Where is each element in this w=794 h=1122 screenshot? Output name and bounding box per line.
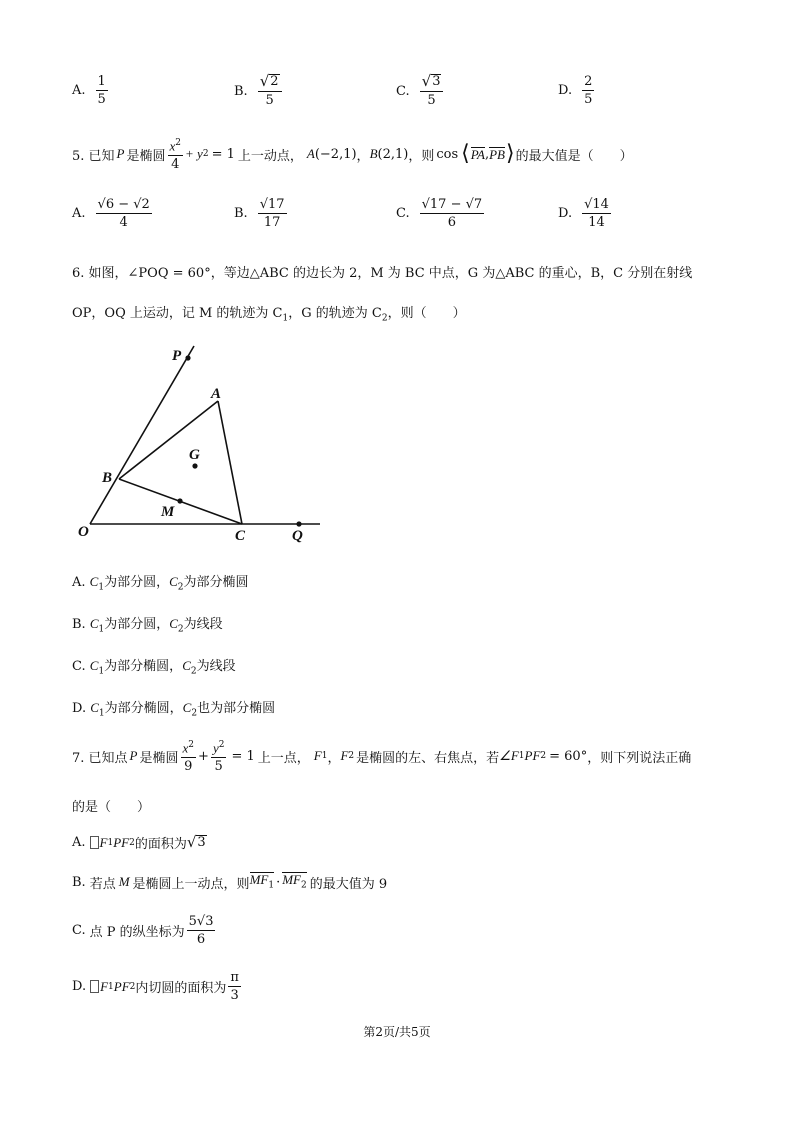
q7-option-c: C. 点 P 的纵坐标为 $\frac{5√3}{6}$ (72, 914, 214, 947)
label-q: Q (292, 528, 303, 544)
vector-mf1: $MF_1$ (249, 872, 275, 891)
q5-option-d: D. $\frac{√14}{14}$ (558, 197, 609, 230)
fraction: $\frac{√17}{17}$ (259, 197, 285, 230)
q5-option-b: B. $\frac{√17}{17}$ (234, 197, 285, 230)
fraction: √ 3 5 (420, 74, 444, 108)
ellipse-y-fraction: $\frac{y^2}{5}$ (212, 740, 225, 775)
q6-option-b: B. $C_1$为部分圆，$C_2$为线段 (72, 616, 223, 635)
q5-option-a: A. $\frac{√6 - √2}{4}$ (72, 197, 150, 230)
q4-option-d: D. $\frac{2}{5}$ (558, 74, 593, 107)
label-g: G (189, 447, 200, 463)
ellipse-x-fraction: $\frac{x^2}{9}$ (182, 740, 195, 775)
sqrt-symbol: √ 3 (186, 833, 206, 851)
side-ba (119, 401, 218, 479)
question-6-line-1: 6. 如图，∠POQ = 60°，等边△ABC 的边长为 2，M 为 BC 中点，G 为△ABC 的重心，B，C 分别在射线 (72, 266, 693, 281)
fraction: $\frac{√14}{14}$ (584, 197, 609, 230)
fraction: $\frac{5√3}{6}$ (188, 914, 214, 947)
question-7-line-2: 的是（ ） (72, 800, 151, 815)
point-m (177, 498, 182, 503)
q4-option-c: C. √ 3 5 (396, 74, 445, 108)
point-g (192, 463, 197, 468)
ellipse-fraction: $\frac{x^2}{4}$ (169, 138, 182, 173)
triangle-glyph-box (90, 980, 99, 993)
question-7-stem: 7. 已知点 P 是椭圆 $\frac{x^2}{9}$ + $\frac{y^2}{5}$ = 1 上一点， F 1 ， F 2 是椭圆的左、右焦点，若 ∠F 1 PF 2 = 60° ，则下列说法正确 (72, 740, 692, 775)
sqrt-symbol: √ 3 (421, 72, 441, 90)
fraction: $\frac{2}{5}$ (584, 74, 593, 107)
question-6-line-2: OP，OQ 上运动，记 M 的轨迹为 $C_1$，G 的轨迹为 $C_2$，则（ ） (72, 306, 466, 324)
q7-option-a: A. F 1 PF 2 的面积为 √ 3 (72, 833, 206, 852)
q7-option-d: D. F 1 PF 2 内切圆的面积为 $\frac{\pi}{3}$ (72, 970, 239, 1003)
q6-option-d: D. $C_1$为部分椭圆，$C_2$也为部分椭圆 (72, 700, 276, 719)
fraction: $\frac{1}{5}$ (97, 74, 106, 107)
sqrt-symbol: √ 2 (259, 72, 279, 90)
q6-option-a: A. $C_1$为部分圆，$C_2$为部分椭圆 (72, 574, 249, 593)
label-b: B (102, 470, 113, 486)
side-ac (218, 401, 242, 524)
q4-option-b: B. √ 2 5 (234, 74, 284, 108)
label-m: M (161, 504, 175, 520)
label-p: P (172, 348, 182, 364)
fraction: $\frac{√6 - √2}{4}$ (97, 197, 150, 230)
left-angle-bracket: ⟨ (461, 141, 470, 167)
triangle-figure (70, 340, 340, 550)
point-q (296, 521, 301, 526)
question-5-stem: 5. 已知 P 是椭圆 $\frac{x^2}{4}$ + y 2 = 1 上一动点， A (−2,1) ， B (2,1) ，则 cos ⟨ PA , PB ⟩ 的最大值是（ ） (72, 138, 633, 173)
triangle-glyph-box (90, 836, 99, 849)
q5-option-c: C. $\frac{√17 - √7}{6}$ (396, 197, 483, 230)
ray-op (90, 346, 194, 524)
page-footer: 第2页/共5页 (363, 1025, 431, 1039)
label-c: C (235, 528, 246, 544)
fraction: √ 2 5 (258, 74, 282, 108)
q7-option-b: B. 若点 M 是椭圆上一动点，则 $MF_1$ · $MF_2$ 的最大值为 9 (72, 872, 388, 892)
right-angle-bracket: ⟩ (505, 141, 515, 167)
fraction: $\frac{\pi}{3}$ (230, 970, 239, 1003)
point-p (185, 355, 190, 360)
label-a: A (211, 386, 222, 402)
vector-mf2: $MF_2$ (282, 872, 307, 891)
q6-option-c: C. $C_1$为部分椭圆，$C_2$为线段 (72, 658, 236, 677)
label-o: O (78, 524, 89, 540)
q4-option-a: A. $\frac{1}{5}$ (72, 74, 106, 107)
fraction: $\frac{√17 - √7}{6}$ (421, 197, 483, 230)
